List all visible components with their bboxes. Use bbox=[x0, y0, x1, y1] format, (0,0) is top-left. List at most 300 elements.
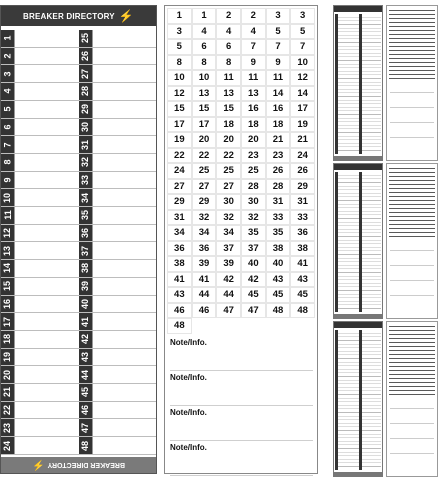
directory-row bbox=[1, 331, 79, 349]
directory-row bbox=[1, 172, 79, 190]
number-sticker: 34 bbox=[167, 225, 192, 241]
breaker-directory-card bbox=[0, 5, 157, 474]
number-sticker: 48 bbox=[290, 303, 315, 319]
circuit-number-label: 37 bbox=[79, 245, 90, 256]
number-sticker: 7 bbox=[266, 39, 291, 55]
number-sticker: 47 bbox=[241, 303, 266, 319]
circuit-number bbox=[79, 101, 92, 118]
directory-row bbox=[79, 331, 157, 349]
circuit-number bbox=[1, 331, 14, 348]
number-sticker: 31 bbox=[167, 210, 192, 226]
circuit-number-label: 24 bbox=[2, 440, 13, 451]
directory-row bbox=[1, 278, 79, 296]
directory-row bbox=[1, 313, 79, 331]
number-sticker: 34 bbox=[192, 225, 217, 241]
number-sticker: 25 bbox=[241, 163, 266, 179]
directory-row bbox=[79, 136, 157, 154]
circuit-number-label: 2 bbox=[2, 53, 13, 59]
directory-row bbox=[79, 419, 157, 437]
directory-row bbox=[79, 225, 157, 243]
number-sticker: 40 bbox=[266, 256, 291, 272]
number-sticker: 32 bbox=[241, 210, 266, 226]
number-sticker: 36 bbox=[167, 241, 192, 257]
number-sticker: 43 bbox=[167, 287, 192, 303]
circuit-number-label: 18 bbox=[2, 334, 13, 345]
circuit-label-line[interactable] bbox=[14, 384, 77, 401]
number-sticker: 44 bbox=[216, 287, 241, 303]
circuit-number bbox=[79, 30, 92, 47]
circuit-label-line[interactable] bbox=[14, 260, 77, 277]
circuit-number bbox=[1, 207, 14, 224]
number-sticker: 26 bbox=[266, 163, 291, 179]
number-sticker: 16 bbox=[266, 101, 291, 117]
number-sticker: 33 bbox=[290, 210, 315, 226]
circuit-number-label: 12 bbox=[2, 228, 13, 239]
circuit-label-line[interactable] bbox=[14, 242, 77, 259]
number-sticker: 43 bbox=[266, 272, 291, 288]
note-info-line: Note/Info. bbox=[170, 336, 313, 371]
number-sticker: 46 bbox=[192, 303, 217, 319]
circuit-number-label: 6 bbox=[2, 124, 13, 130]
note-info-line: Note/Info. bbox=[170, 441, 313, 476]
number-sticker: 30 bbox=[241, 194, 266, 210]
thumbnail-sheet bbox=[386, 321, 438, 477]
directory-row bbox=[79, 83, 157, 101]
number-sticker: 24 bbox=[167, 163, 192, 179]
circuit-label-line[interactable] bbox=[92, 402, 155, 419]
circuit-number bbox=[1, 119, 14, 136]
directory-row bbox=[1, 437, 79, 455]
circuit-label-line[interactable] bbox=[14, 437, 77, 454]
circuit-number-label: 31 bbox=[79, 139, 90, 150]
number-sticker: 15 bbox=[192, 101, 217, 117]
number-sticker: 42 bbox=[241, 272, 266, 288]
directory-row bbox=[79, 207, 157, 225]
number-sticker: 41 bbox=[192, 272, 217, 288]
number-sticker: 2 bbox=[241, 8, 266, 24]
number-sticker: 25 bbox=[192, 163, 217, 179]
circuit-label-line[interactable] bbox=[14, 189, 77, 206]
circuit-number-label: 21 bbox=[2, 387, 13, 398]
number-sticker: 13 bbox=[216, 86, 241, 102]
circuit-label-line[interactable] bbox=[14, 349, 77, 366]
directory-row bbox=[79, 48, 157, 66]
circuit-number bbox=[79, 65, 92, 82]
directory-row bbox=[1, 30, 79, 48]
lightning-bolt-icon: ⚡ bbox=[32, 459, 45, 471]
circuit-number-label: 7 bbox=[2, 142, 13, 148]
number-sticker: 39 bbox=[216, 256, 241, 272]
circuit-number bbox=[79, 136, 92, 153]
thumbnail-sheet bbox=[386, 163, 438, 319]
number-sticker: 24 bbox=[290, 148, 315, 164]
number-sticker: 30 bbox=[216, 194, 241, 210]
circuit-label-line[interactable] bbox=[92, 101, 155, 118]
number-sticker: 18 bbox=[266, 117, 291, 133]
directory-row bbox=[79, 296, 157, 314]
number-sticker: 6 bbox=[192, 39, 217, 55]
circuit-label-line[interactable] bbox=[92, 207, 155, 224]
circuit-number bbox=[1, 225, 14, 242]
number-sticker: 13 bbox=[192, 86, 217, 102]
number-sticker: 20 bbox=[241, 132, 266, 148]
number-sticker: 1 bbox=[192, 8, 217, 24]
circuit-label-line[interactable] bbox=[92, 384, 155, 401]
circuit-number bbox=[79, 119, 92, 136]
circuit-number-label: 17 bbox=[2, 316, 13, 327]
number-sticker: 38 bbox=[167, 256, 192, 272]
circuit-label-line[interactable] bbox=[92, 260, 155, 277]
circuit-number-label: 25 bbox=[79, 33, 90, 44]
directory-row bbox=[1, 207, 79, 225]
number-sticker: 44 bbox=[192, 287, 217, 303]
number-sticker: 22 bbox=[192, 148, 217, 164]
circuit-number-label: 40 bbox=[79, 298, 90, 309]
number-sticker: 10 bbox=[192, 70, 217, 86]
circuit-label-line[interactable] bbox=[92, 349, 155, 366]
number-sticker: 13 bbox=[241, 86, 266, 102]
circuit-number-label: 11 bbox=[2, 210, 13, 221]
circuit-label-line[interactable] bbox=[14, 30, 77, 47]
circuit-number-label: 26 bbox=[79, 51, 90, 62]
circuit-label-line[interactable] bbox=[92, 154, 155, 171]
number-sticker: 3 bbox=[290, 8, 315, 24]
circuit-number-label: 22 bbox=[2, 405, 13, 416]
directory-row bbox=[79, 437, 157, 455]
directory-row bbox=[1, 189, 79, 207]
number-sticker: 20 bbox=[192, 132, 217, 148]
number-sticker: 41 bbox=[290, 256, 315, 272]
circuit-number bbox=[79, 437, 92, 454]
number-sticker: 48 bbox=[167, 318, 192, 334]
number-sticker: 5 bbox=[167, 39, 192, 55]
circuit-label-line[interactable] bbox=[14, 366, 77, 383]
circuit-number-label: 15 bbox=[2, 281, 13, 292]
circuit-label-line[interactable] bbox=[14, 101, 77, 118]
number-sticker: 35 bbox=[266, 225, 291, 241]
number-sticker: 21 bbox=[266, 132, 291, 148]
circuit-label-line[interactable] bbox=[92, 48, 155, 65]
circuit-number bbox=[1, 154, 14, 171]
number-sticker: 27 bbox=[192, 179, 217, 195]
directory-footer-title: BREAKER DIRECTORY bbox=[47, 461, 125, 469]
circuit-number bbox=[1, 384, 14, 401]
circuit-number-label: 32 bbox=[79, 157, 90, 168]
number-sticker: 10 bbox=[167, 70, 192, 86]
number-sticker: 10 bbox=[290, 55, 315, 71]
circuit-number-label: 9 bbox=[2, 177, 13, 183]
circuit-label-line[interactable] bbox=[92, 296, 155, 313]
number-sticker: 4 bbox=[192, 24, 217, 40]
number-sticker-sheet bbox=[164, 5, 318, 474]
circuit-number bbox=[1, 419, 14, 436]
circuit-number-label: 4 bbox=[2, 88, 13, 94]
directory-row bbox=[79, 154, 157, 172]
circuit-label-line[interactable] bbox=[92, 119, 155, 136]
circuit-label-line[interactable] bbox=[92, 242, 155, 259]
directory-row bbox=[1, 384, 79, 402]
number-sticker: 17 bbox=[192, 117, 217, 133]
circuit-label-line[interactable] bbox=[14, 136, 77, 153]
circuit-label-line[interactable] bbox=[92, 278, 155, 295]
circuit-number bbox=[79, 207, 92, 224]
circuit-number-label: 33 bbox=[79, 174, 90, 185]
number-sticker: 12 bbox=[167, 86, 192, 102]
circuit-label-line[interactable] bbox=[92, 437, 155, 454]
directory-row bbox=[1, 154, 79, 172]
circuit-label-line[interactable] bbox=[14, 83, 77, 100]
circuit-number-label: 14 bbox=[2, 263, 13, 274]
directory-row bbox=[1, 402, 79, 420]
number-sticker: 2 bbox=[216, 8, 241, 24]
number-sticker: 38 bbox=[266, 241, 291, 257]
number-sticker: 18 bbox=[216, 117, 241, 133]
circuit-label-line[interactable] bbox=[92, 366, 155, 383]
circuit-label-line[interactable] bbox=[14, 154, 77, 171]
number-sticker: 21 bbox=[290, 132, 315, 148]
circuit-number bbox=[1, 242, 14, 259]
number-sticker: 48 bbox=[266, 303, 291, 319]
directory-row bbox=[1, 119, 79, 137]
circuit-number-label: 30 bbox=[79, 121, 90, 132]
number-sticker: 6 bbox=[216, 39, 241, 55]
circuit-number bbox=[1, 136, 14, 153]
circuit-number-label: 38 bbox=[79, 263, 90, 274]
number-sticker: 23 bbox=[241, 148, 266, 164]
circuit-number bbox=[1, 30, 14, 47]
circuit-label-line[interactable] bbox=[92, 189, 155, 206]
number-sticker: 29 bbox=[167, 194, 192, 210]
thumbnail-directory bbox=[333, 5, 383, 161]
circuit-label-line[interactable] bbox=[14, 296, 77, 313]
number-sticker: 31 bbox=[266, 194, 291, 210]
lightning-bolt-icon: ⚡ bbox=[118, 9, 134, 23]
number-sticker: 8 bbox=[192, 55, 217, 71]
directory-column-right bbox=[79, 30, 157, 455]
number-sticker: 14 bbox=[266, 86, 291, 102]
circuit-label-line[interactable] bbox=[92, 313, 155, 330]
thumbnail-sheet bbox=[386, 5, 438, 161]
number-sticker: 4 bbox=[241, 24, 266, 40]
circuit-number bbox=[79, 225, 92, 242]
number-sticker: 19 bbox=[167, 132, 192, 148]
number-sticker: 7 bbox=[241, 39, 266, 55]
circuit-label-line[interactable] bbox=[14, 225, 77, 242]
circuit-number-label: 5 bbox=[2, 106, 13, 112]
directory-row bbox=[1, 65, 79, 83]
circuit-number-label: 27 bbox=[79, 68, 90, 79]
directory-row bbox=[1, 419, 79, 437]
circuit-number bbox=[79, 172, 92, 189]
number-grid bbox=[167, 8, 315, 334]
circuit-label-line[interactable] bbox=[92, 225, 155, 242]
circuit-label-line[interactable] bbox=[14, 172, 77, 189]
circuit-label-line[interactable] bbox=[14, 278, 77, 295]
number-sticker: 36 bbox=[192, 241, 217, 257]
directory-body bbox=[1, 30, 156, 455]
number-sticker: 29 bbox=[192, 194, 217, 210]
number-sticker: 38 bbox=[290, 241, 315, 257]
circuit-number-label: 46 bbox=[79, 405, 90, 416]
directory-row bbox=[1, 101, 79, 119]
directory-row bbox=[1, 296, 79, 314]
number-sticker: 11 bbox=[241, 70, 266, 86]
directory-row bbox=[79, 278, 157, 296]
circuit-number-label: 13 bbox=[2, 245, 13, 256]
number-sticker: 28 bbox=[266, 179, 291, 195]
number-sticker: 8 bbox=[167, 55, 192, 71]
directory-row bbox=[79, 384, 157, 402]
directory-row bbox=[79, 172, 157, 190]
circuit-number bbox=[79, 242, 92, 259]
thumbnail-directory bbox=[333, 163, 383, 319]
circuit-label-line[interactable] bbox=[14, 313, 77, 330]
variant-thumbnail-3 bbox=[333, 321, 439, 477]
directory-row bbox=[1, 83, 79, 101]
number-sticker: 16 bbox=[241, 101, 266, 117]
number-sticker: 11 bbox=[216, 70, 241, 86]
circuit-label-line[interactable] bbox=[92, 172, 155, 189]
circuit-label-line[interactable] bbox=[92, 83, 155, 100]
number-sticker: 7 bbox=[290, 39, 315, 55]
circuit-number bbox=[79, 83, 92, 100]
directory-row bbox=[1, 225, 79, 243]
number-sticker: 1 bbox=[167, 8, 192, 24]
circuit-number-label: 43 bbox=[79, 351, 90, 363]
circuit-number bbox=[79, 48, 92, 65]
directory-row bbox=[1, 260, 79, 278]
number-sticker: 31 bbox=[290, 194, 315, 210]
circuit-label-line[interactable] bbox=[92, 136, 155, 153]
number-sticker: 15 bbox=[167, 101, 192, 117]
number-sticker: 33 bbox=[266, 210, 291, 226]
circuit-number-label: 35 bbox=[79, 210, 90, 221]
number-sticker: 35 bbox=[241, 225, 266, 241]
number-sticker: 26 bbox=[290, 163, 315, 179]
directory-row bbox=[79, 189, 157, 207]
circuit-label-line[interactable] bbox=[14, 207, 77, 224]
note-info-line: Note/Info. bbox=[170, 371, 313, 406]
directory-row bbox=[79, 65, 157, 83]
circuit-number bbox=[79, 384, 92, 401]
circuit-number-label: 29 bbox=[79, 104, 90, 115]
circuit-number bbox=[1, 313, 14, 330]
number-sticker: 18 bbox=[241, 117, 266, 133]
circuit-number bbox=[1, 260, 14, 277]
circuit-number-label: 36 bbox=[79, 228, 90, 239]
directory-row bbox=[79, 30, 157, 48]
circuit-number bbox=[1, 349, 14, 366]
circuit-number-label: 3 bbox=[2, 71, 13, 77]
directory-row bbox=[1, 48, 79, 66]
circuit-number bbox=[1, 296, 14, 313]
number-sticker: 45 bbox=[266, 287, 291, 303]
number-sticker: 29 bbox=[290, 179, 315, 195]
note-info-line: Note/Info. bbox=[170, 406, 313, 441]
number-sticker: 17 bbox=[290, 101, 315, 117]
number-sticker: 32 bbox=[192, 210, 217, 226]
circuit-number-label: 47 bbox=[79, 422, 90, 433]
number-sticker: 40 bbox=[241, 256, 266, 272]
circuit-number bbox=[1, 366, 14, 383]
directory-header bbox=[1, 6, 156, 26]
number-sticker: 43 bbox=[290, 272, 315, 288]
number-sticker: 34 bbox=[216, 225, 241, 241]
circuit-number-label: 8 bbox=[2, 159, 13, 165]
circuit-number-label: 23 bbox=[2, 422, 13, 433]
number-sticker: 11 bbox=[266, 70, 291, 86]
number-sticker: 47 bbox=[216, 303, 241, 319]
number-sticker: 36 bbox=[290, 225, 315, 241]
circuit-number bbox=[79, 331, 92, 348]
number-sticker: 5 bbox=[290, 24, 315, 40]
circuit-number bbox=[1, 402, 14, 419]
number-sticker: 19 bbox=[290, 117, 315, 133]
circuit-label-line[interactable] bbox=[92, 30, 155, 47]
circuit-number bbox=[1, 65, 14, 82]
directory-row bbox=[79, 313, 157, 331]
circuit-number-label: 41 bbox=[79, 316, 90, 327]
circuit-label-line[interactable] bbox=[92, 331, 155, 348]
number-sticker: 37 bbox=[216, 241, 241, 257]
directory-row bbox=[79, 119, 157, 137]
circuit-label-line[interactable] bbox=[14, 402, 77, 419]
notes-section bbox=[170, 336, 313, 476]
number-sticker: 12 bbox=[290, 70, 315, 86]
number-sticker: 45 bbox=[290, 287, 315, 303]
number-sticker: 22 bbox=[167, 148, 192, 164]
circuit-number bbox=[1, 172, 14, 189]
circuit-label-line[interactable] bbox=[14, 65, 77, 82]
circuit-number bbox=[79, 419, 92, 436]
circuit-number bbox=[1, 278, 14, 295]
circuit-number bbox=[1, 101, 14, 118]
circuit-label-line[interactable] bbox=[14, 48, 77, 65]
circuit-number-label: 42 bbox=[79, 334, 90, 345]
circuit-label-line[interactable] bbox=[92, 419, 155, 436]
circuit-number bbox=[79, 278, 92, 295]
variant-thumbnail-1 bbox=[333, 5, 439, 161]
directory-row bbox=[79, 366, 157, 384]
circuit-number bbox=[79, 402, 92, 419]
number-sticker: 45 bbox=[241, 287, 266, 303]
circuit-number bbox=[1, 83, 14, 100]
number-sticker: 27 bbox=[167, 179, 192, 195]
circuit-number bbox=[79, 260, 92, 277]
circuit-number-label: 44 bbox=[79, 369, 90, 380]
circuit-number-label: 1 bbox=[2, 35, 13, 41]
directory-column-left bbox=[1, 30, 79, 455]
number-sticker: 23 bbox=[266, 148, 291, 164]
number-sticker: 27 bbox=[216, 179, 241, 195]
circuit-label-line[interactable] bbox=[14, 419, 77, 436]
directory-row bbox=[1, 136, 79, 154]
circuit-label-line[interactable] bbox=[92, 65, 155, 82]
circuit-label-line[interactable] bbox=[14, 119, 77, 136]
directory-row bbox=[79, 260, 157, 278]
directory-row bbox=[79, 349, 157, 367]
number-sticker: 4 bbox=[216, 24, 241, 40]
variant-thumbnail-2 bbox=[333, 163, 439, 319]
circuit-number-label: 16 bbox=[2, 298, 13, 309]
circuit-label-line[interactable] bbox=[14, 331, 77, 348]
circuit-number bbox=[79, 349, 92, 366]
number-sticker: 46 bbox=[167, 303, 192, 319]
number-sticker: 9 bbox=[266, 55, 291, 71]
circuit-number bbox=[79, 189, 92, 206]
number-sticker: 25 bbox=[216, 163, 241, 179]
circuit-number bbox=[1, 48, 14, 65]
